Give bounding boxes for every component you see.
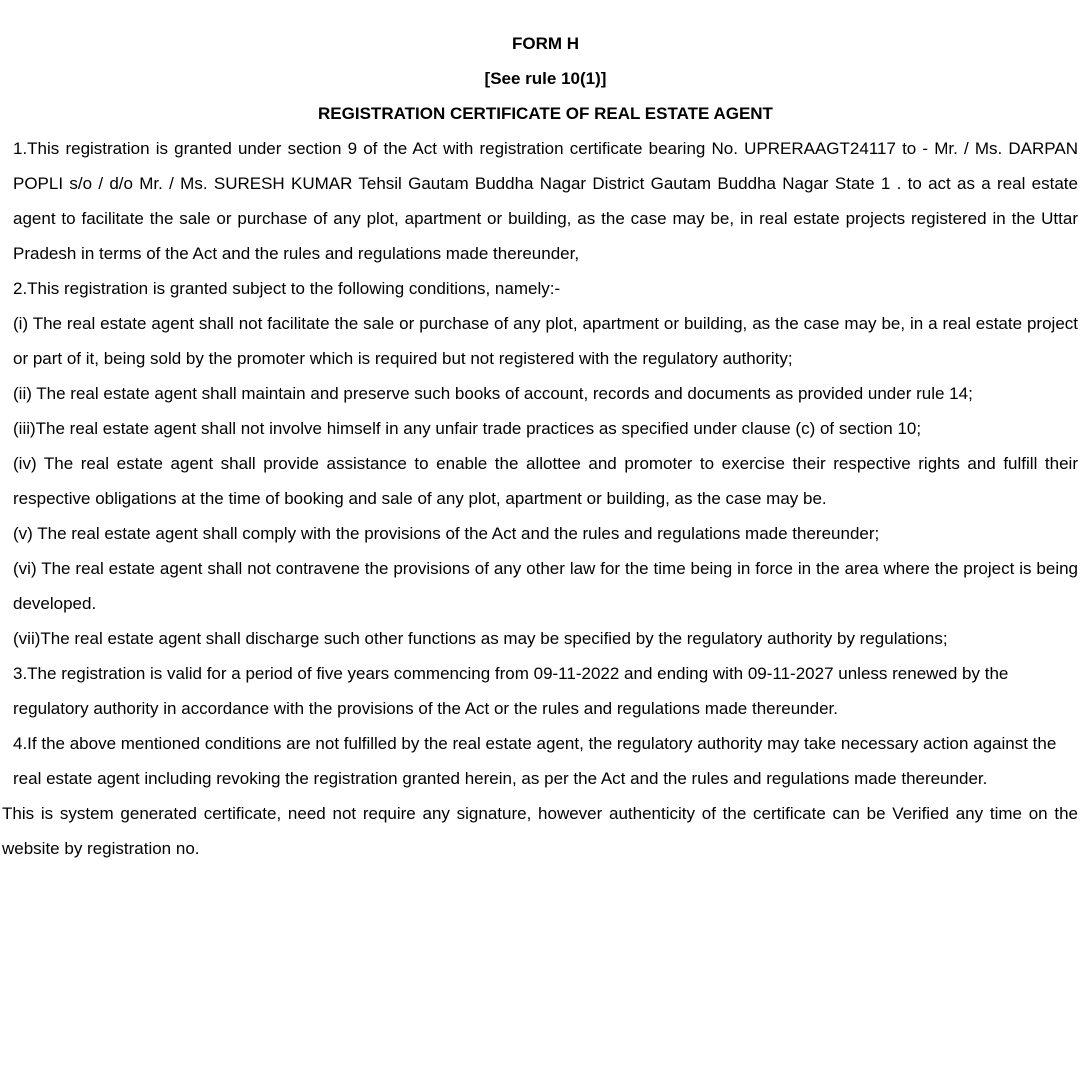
clause-2-conditions-intro: 2.This registration is granted subject to the following conditions, namely:- [13,279,561,298]
clause-4-revocation: 4.If the above mentioned conditions are not fulfilled by the real estate agent, the regulatory authority may take necessary action against the real estate agent including revoking the registration granted herein, as per the Act and the rules and regulations made thereunder. [13,734,1057,788]
condition-iv: (iv) The real estate agent shall provide assistance to enable the allottee and promoter to exercise their respective rights and fulfill their respective obligations at the time of booking and sale of any plot, apartment or building, as the case may be. [13,454,1078,508]
system-generated-note: This is system generated certificate, need not require any signature, however authenticity of the certificate can be Verified any time on the website by registration no. [2,804,1078,858]
condition-i: (i) The real estate agent shall not facilitate the sale or purchase of any plot, apartment or building, as the case may be, in a real estate project or part of it, being sold by the promoter which is required but not registered with the regulatory authority; [13,314,1078,368]
condition-v: (v) The real estate agent shall comply with the provisions of the Act and the rules and regulations made thereunder; [13,524,880,543]
condition-vii: (vii)The real estate agent shall discharge such other functions as may be specified by the regulatory authority by regulations; [13,629,948,648]
clause-3-validity-period: 3.The registration is valid for a period of five years commencing from 09-11-2022 and ending with 09-11-2027 unless renewed by the regulatory authority in accordance with the provisions of the Act or the rules and regulations made thereunder. [13,664,1009,718]
form-title: FORM H [511,34,580,53]
certificate-heading: REGISTRATION CERTIFICATE OF REAL ESTATE AGENT [318,104,773,123]
condition-vi: (vi) The real estate agent shall not contravene the provisions of any other law for the time being in force in the area where the project is being developed. [13,559,1078,613]
condition-iii: (iii)The real estate agent shall not involve himself in any unfair trade practices as specified under clause (c) of section 10; [13,419,922,438]
clause-1-registration-grant: 1.This registration is granted under section 9 of the Act with registration certificate bearing No. UPRERAAGT24117 to - Mr. / Ms. DARPAN POPLI s/o / d/o Mr. / Ms. SURESH KUMAR Tehsil Gautam Buddha Nagar District Gautam Buddha Nagar State 1 . to act as a real estate agent to facilitate the sale or purchase of any plot, apartment or building, as the case may be, in real estate projects registered in the Uttar Pradesh in terms of the Act and the rules and regulations made thereunder, [13,139,1078,263]
condition-ii: (ii) The real estate agent shall maintain and preserve such books of account, records and documents as provided under rule 14; [13,384,973,403]
rule-reference: [See rule 10(1)] [484,69,607,88]
